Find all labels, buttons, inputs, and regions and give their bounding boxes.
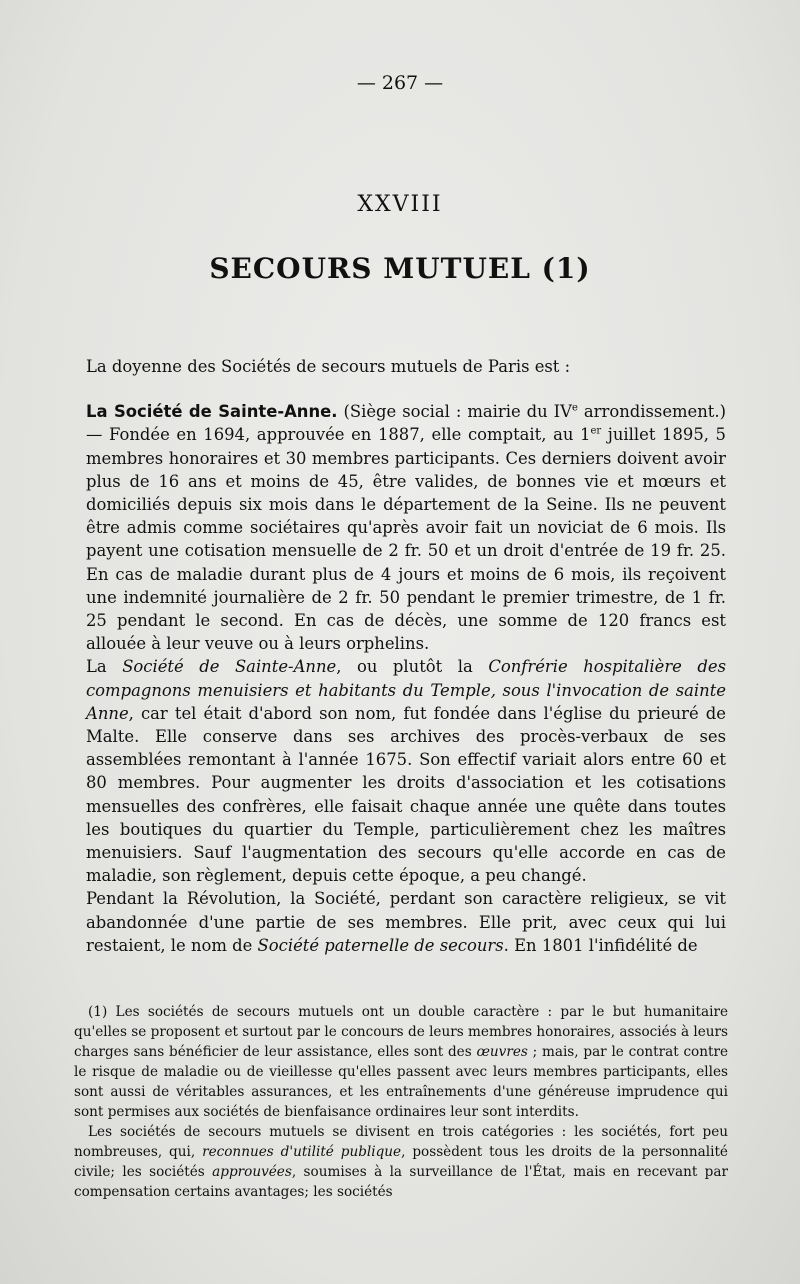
paragraph2-text-c: , car tel était d'abord son nom, fut fondée dans l'église du prieuré de Malte. Elle conserve dans ses archives des procès-verbaux de ses assemblées remontant à l'année 1675. Son effectif variait alors entre 60 et 80 membres. Pour augmenter les droits d'association et les cotisations mensuelles des confrères, elle faisait chaque année une quête dans toutes les boutiques du quartier du Temple, particulièrement chez les maîtres menuisiers. Sauf l'augmentation des secours qu'elle accorde en cas de maladie, son règlement, depuis cette époque, a peu changé. <box>86 703 726 886</box>
paragraph-history <box>86 655 726 887</box>
footnote2-text-a: Les sociétés de secours mutuels se divisent en trois catégories : les sociétés, fort peu nombreuses, qui, <box>74 1124 728 1160</box>
intro-line: La doyenne des Sociétés de secours mutuels de Paris est : <box>86 357 571 376</box>
paragraph3-italic-a: Société paternelle de secours <box>257 935 504 955</box>
paragraph1-text-b: arrondissement.) — Fondée en 1694, approuvée en 1887, elle comptait, au 1 <box>86 402 727 445</box>
footnotes <box>74 1002 728 1202</box>
footnote-2 <box>74 1122 728 1202</box>
paragraph2-italic-a: Société de Sainte-Anne <box>122 657 337 677</box>
paragraph3-text-b: . En 1801 l'infidélité de <box>503 935 698 955</box>
superscript-er: er <box>590 425 602 437</box>
page-number: — 267 — <box>356 72 444 94</box>
footnote1-text-a: (1) Les sociétés de secours mutuels ont un double caractère : par le but humanitaire qu'elles se proposent et surtout par le concours de leurs membres honoraires, associés à leurs charges sans bénéficier de leur assistance, elles sont des <box>74 1004 728 1060</box>
paragraph2-italic-b: Confrérie hospitalière des compagnons menuisiers et habitants du Temple, sous l'invocation de sainte Anne <box>86 657 726 723</box>
footnote2-italic-b: approuvées <box>212 1164 292 1180</box>
paragraph1-text-c: juillet 1895, 5 membres honoraires et 30 membres participants. Ces derniers doivent avoir plus de 16 ans et moins de 45, être valides, de bonnes vie et mœurs et domiciliés depuis six mois dans le département de la Seine. Ils ne peuvent être admis comme sociétaires qu'après avoir fait un noviciat de 6 mois. Ils payent une cotisation mensuelle de 2 fr. 50 et un droit d'entrée de 19 fr. 25. En cas de maladie durant plus de 4 jours et moins de 6 mois, ils reçoivent une indemnité journalière de 2 fr. 50 pendant le premier trimestre, de 1 fr. 25 pendant le second. En cas de décès, une somme de 120 francs est allouée à leur veuve ou à leurs orphelins. <box>86 425 726 654</box>
paragraph-sainte-anne <box>86 400 726 655</box>
paragraph3-text-a: Pendant la Révolution, la Société, perdant son caractère religieux, se vit abandonnée d'une partie de ses membres. Elle prit, avec ceux qui lui restaient, le nom de <box>86 889 726 955</box>
society-name: La Société de Sainte-Anne. <box>86 402 338 422</box>
chapter-number: XXVIII <box>357 192 443 217</box>
paragraph2-text-a: La <box>86 657 123 677</box>
paragraph-revolution <box>86 887 726 957</box>
paragraph1-text-a: (Siège social : mairie du IV <box>337 402 572 422</box>
footnote2-italic-a: reconnues d'utilité publique <box>202 1144 402 1160</box>
chapter-title: SECOURS MUTUEL (1) <box>209 252 591 285</box>
footnote1-italic-a: œuvres <box>476 1044 528 1060</box>
footnote-1 <box>74 1002 728 1122</box>
superscript-e: e <box>572 402 578 414</box>
footnote2-text-b: , possèdent tous les droits de la personnalité civile; les sociétés <box>74 1144 728 1180</box>
footnote2-text-c: , soumises à la surveillance de l'État, mais en recevant par compensation certains avantages; les sociétés <box>74 1164 728 1200</box>
footnote1-text-b: ; mais, par le contrat contre le risque de maladie ou de vieillesse qu'elles passent avec leurs membres participants, elles sont aussi de véritables assurances, et les entraînements d'une généreuse imprudence qui sont permises aux sociétés de bienfaisance ordinaires leur sont interdits. <box>74 1044 729 1120</box>
paragraph2-text-b: , ou plutôt la <box>336 657 489 677</box>
body-text <box>86 355 726 957</box>
